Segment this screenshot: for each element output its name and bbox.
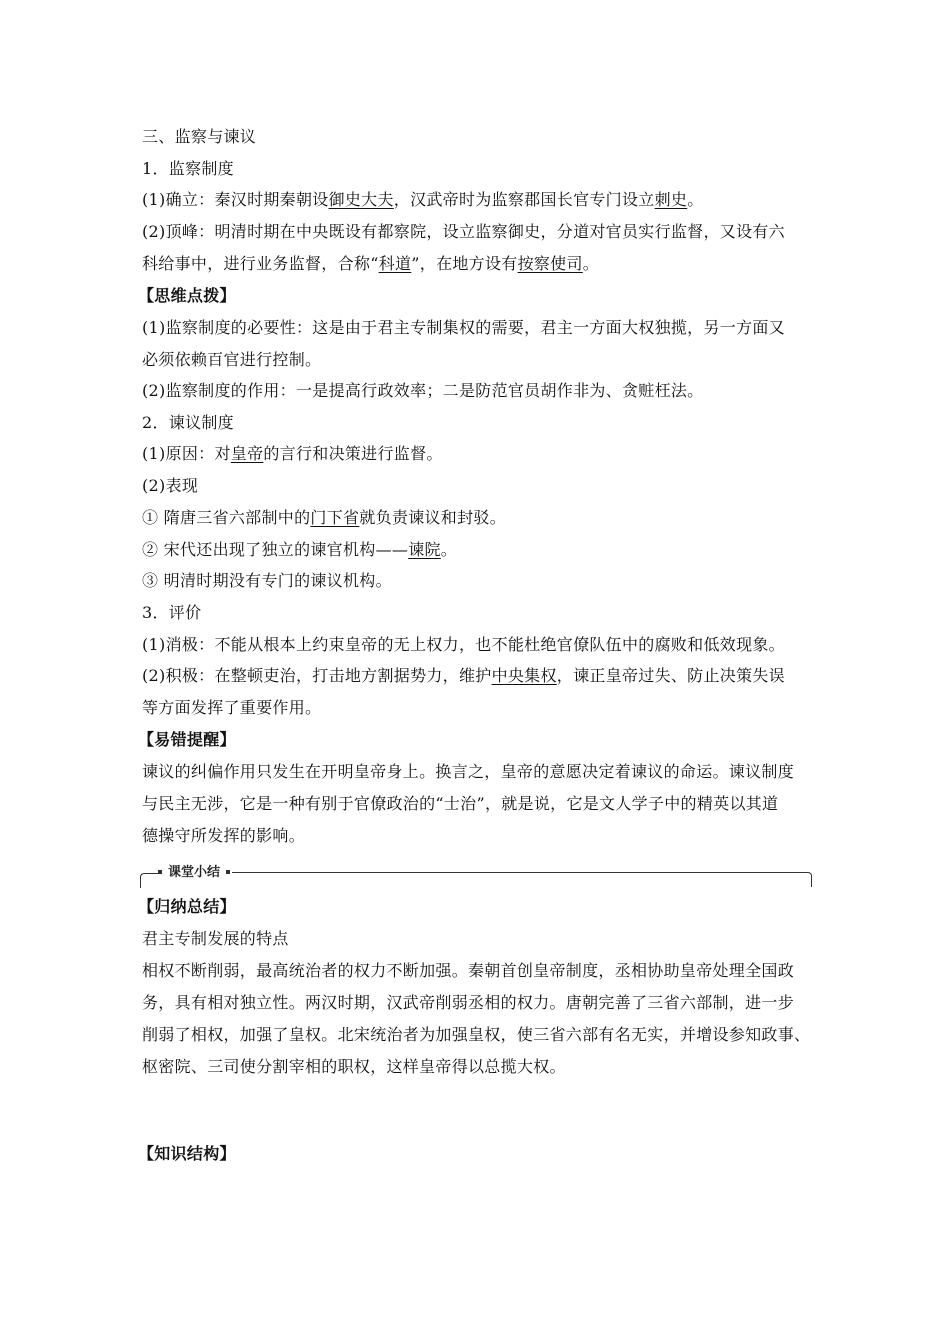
tip-line: 德操守所发挥的影响。 — [142, 826, 306, 845]
answer-blank: 按察使司 — [517, 254, 583, 273]
summary-line: 相权不断削弱，最高统治者的权力不断加强。秦朝首创皇帝制度，丞相协助皇帝处理全国政 — [142, 961, 795, 980]
subsection-title-remonstrance: 2．谏议制度 — [142, 413, 234, 432]
summary-title: 【归纳总结】 — [138, 897, 236, 916]
answer-blank: 中央集权 — [491, 666, 557, 685]
tip-line: 必须依赖百官进行控制。 — [142, 350, 322, 369]
summary-divider-bar — [140, 864, 812, 886]
paragraph-reason: (1)原因：对皇帝的言行和决策进行监督。 — [142, 444, 443, 463]
summary-line: 枢密院、三司使分割宰相的职权，这样皇帝得以总揽大权。 — [142, 1057, 566, 1076]
paragraph-negative: (1)消极：不能从根本上约束皇帝的无上权力，也不能杜绝官僚队伍中的腐败和低效现象。 — [142, 635, 785, 654]
tip-line: (2)监察制度的作用：一是提高行政效率；二是防范官员胡作非为、贪赃枉法。 — [142, 381, 704, 400]
list-item: ③ 明清时期没有专门的谏议机构。 — [142, 571, 392, 590]
square-bullet-icon — [158, 870, 162, 874]
answer-blank: 谏院 — [408, 540, 441, 559]
tip-line: (1)监察制度的必要性：这是由于君主专制集权的需要，君主一方面大权独揽，另一方面又 — [142, 318, 785, 337]
subsection-title-supervision: 1．监察制度 — [142, 159, 234, 178]
paragraph-positive-line2: 等方面发挥了重要作用。 — [142, 698, 322, 717]
tip-line: 谏议的纠偏作用只发生在开明皇帝身上。换言之，皇帝的意愿决定着谏议的命运。谏议制度 — [142, 762, 795, 781]
answer-blank: 皇帝 — [230, 444, 264, 463]
answer-blank: 御史大夫 — [328, 190, 394, 209]
paragraph-manifestation: (2)表现 — [142, 476, 199, 495]
tip-title-thinking: 【思维点拨】 — [138, 286, 236, 305]
tip-line: 与民主无涉，它是一种有别于官僚政治的“士治”，就是说，它是文人学子中的精英以其道 — [142, 794, 779, 813]
answer-blank: 刺史 — [654, 190, 688, 209]
summary-subtitle: 君主专制发展的特点 — [142, 929, 289, 948]
list-item: ① 隋唐三省六部制中的门下省就负责谏议和封驳。 — [142, 508, 506, 527]
square-bullet-icon — [226, 870, 230, 874]
answer-blank: 门下省 — [310, 508, 360, 527]
summary-bar-label: 课堂小结 — [168, 865, 221, 880]
knowledge-structure-title: 【知识结构】 — [138, 1144, 236, 1163]
section-heading: 三、监察与谏议 — [142, 127, 257, 146]
paragraph-peak-line1: (2)顶峰：明清时期在中央既设有都察院，设立监察御史，分道对官员实行监督，又设有六 — [142, 222, 785, 241]
answer-blank: 科道 — [378, 254, 412, 273]
bracket-left — [140, 873, 151, 888]
summary-line: 务，具有相对独立性。两汉时期，汉武帝削弱丞相的权力。唐朝完善了三省六部制，进一步 — [142, 993, 795, 1012]
summary-line: 削弱了相权，加强了皇权。北宋统治者为加强皇权，使三省六部有名无实，并增设参知政事、 — [142, 1025, 811, 1044]
bracket-right — [805, 872, 812, 887]
paragraph-positive-line1: (2)积极：在整顿吏治，打击地方割据势力，维护中央集权，谏正皇帝过失、防止决策失误 — [142, 666, 785, 685]
paragraph-establishment: (1)确立：秦汉时期秦朝设御史大夫，汉武帝时为监察郡国长官专门设立刺史。 — [142, 190, 704, 209]
paragraph-peak-line2: 科给事中，进行业务监督，合称“科道”，在地方设有按察使司。 — [142, 254, 600, 273]
list-item: ② 宋代还出现了独立的谏官机构——谏院。 — [142, 540, 458, 559]
tip-title-mistake: 【易错提醒】 — [138, 730, 236, 749]
subsection-title-evaluation: 3．评价 — [142, 603, 202, 622]
